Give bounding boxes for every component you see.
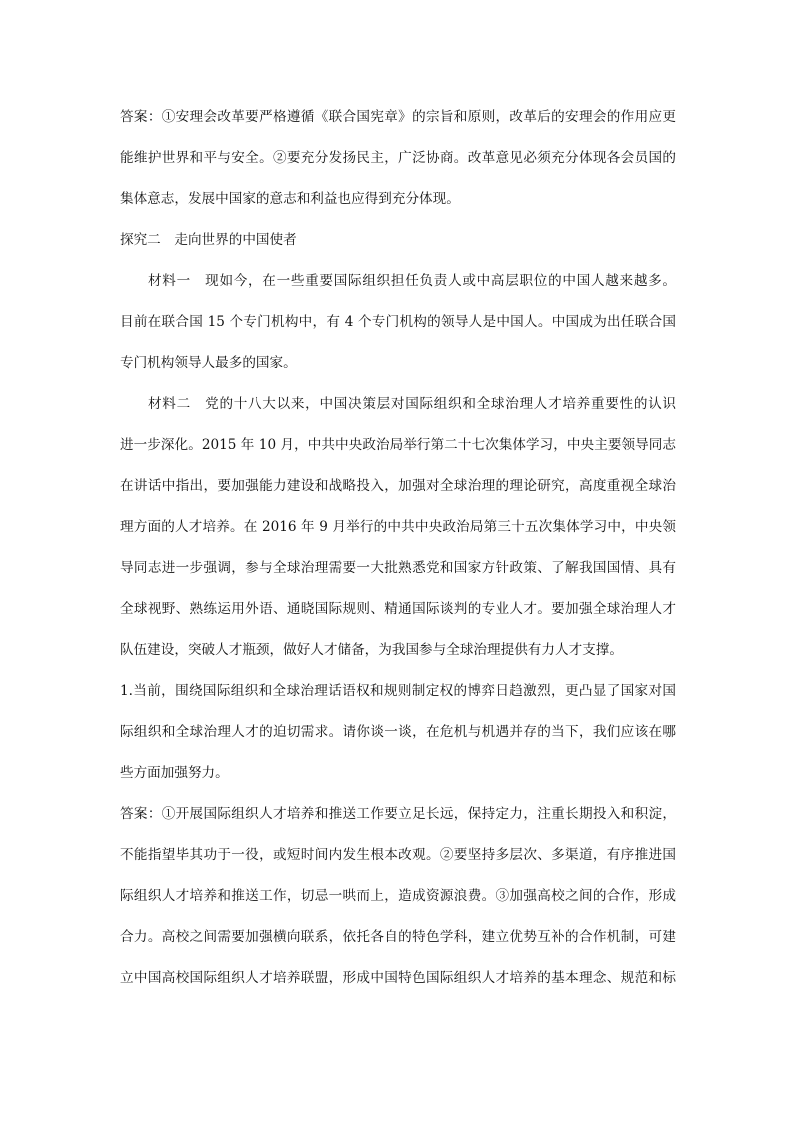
material-1-line-2: 目前在联合国 15 个专门机构中，有 4 个专门机构的领导人是中国人。中国成为出任联合国: [120, 314, 676, 330]
answer-2-line-3: 际组织人才培养和推送工作，切忌一哄而上，造成资源浪费。③加强高校之间的合作，形成: [120, 888, 676, 904]
answer-2-line-1: 答案：①开展国际组织人才培养和推送工作要立足长远，保持定力，注重长期投入和积淀，: [120, 806, 676, 822]
answer-2-line-5: 立中国高校国际组织人才培养联盟，形成中国特色国际组织人才培养的基本理念、规范和标: [120, 970, 676, 986]
question-1-line-3: 些方面加强努力。: [120, 765, 229, 781]
answer-1-line-3: 集体意志，发展中国家的意志和利益也应得到充分体现。: [120, 191, 460, 207]
answer-1-line-1: 答案：①安理会改革要严格遵循《联合国宪章》的宗旨和原则，改革后的安理会的作用应更: [120, 109, 676, 125]
question-1-line-1: 1.当前，围绕国际组织和全球治理话语权和规则制定权的博弈日趋激烈，更凸显了国家对国: [120, 683, 676, 699]
material-2-line-7: 队伍建设，突破人才瓶颈，做好人才储备，为我国参与全球治理提供有力人才支撑。: [120, 642, 623, 658]
material-2-line-3: 在讲话中指出，要加强能力建设和战略投入，加强对全球治理的理论研究，高度重视全球治: [120, 478, 676, 494]
answer-1-line-2: 能维护世界和平与安全。②要充分发扬民主，广泛协商。改革意见必须充分体现各会员国的: [120, 150, 676, 166]
material-1-line-3: 专门机构领导人最多的国家。: [120, 355, 297, 371]
section-heading: 探究二 走向世界的中国使者: [120, 232, 297, 248]
material-2-line-2: 进一步深化。2015 年 10 月，中共中央政治局举行第二十七次集体学习，中央主要领导同志: [120, 437, 676, 453]
answer-2-line-4: 合力。高校之间需要加强横向联系，依托各自的特色学科，建立优势互补的合作机制，可建: [120, 929, 676, 945]
material-1-line-1: 材料一 现如今，在一些重要国际组织担任负责人或中高层职位的中国人越来越多。: [148, 273, 676, 289]
material-2-line-6: 全球视野、熟练运用外语、通晓国际规则、精通国际谈判的专业人才。要加强全球治理人才: [120, 601, 676, 617]
question-1-line-2: 际组织和全球治理人才的迫切需求。请你谈一谈，在危机与机遇并存的当下，我们应该在哪: [120, 724, 676, 740]
material-2-line-1: 材料二 党的十八大以来，中国决策层对国际组织和全球治理人才培养重要性的认识: [148, 396, 676, 412]
material-2-line-5: 导同志进一步强调，参与全球治理需要一大批熟悉党和国家方针政策、了解我国国情、具有: [120, 560, 676, 576]
answer-2-line-2: 不能指望毕其功于一役，或短时间内发生根本改观。②要坚持多层次、多渠道，有序推进国: [120, 847, 676, 863]
material-2-line-4: 理方面的人才培养。在 2016 年 9 月举行的中共中央政治局第三十五次集体学习中，中央领: [120, 519, 676, 535]
